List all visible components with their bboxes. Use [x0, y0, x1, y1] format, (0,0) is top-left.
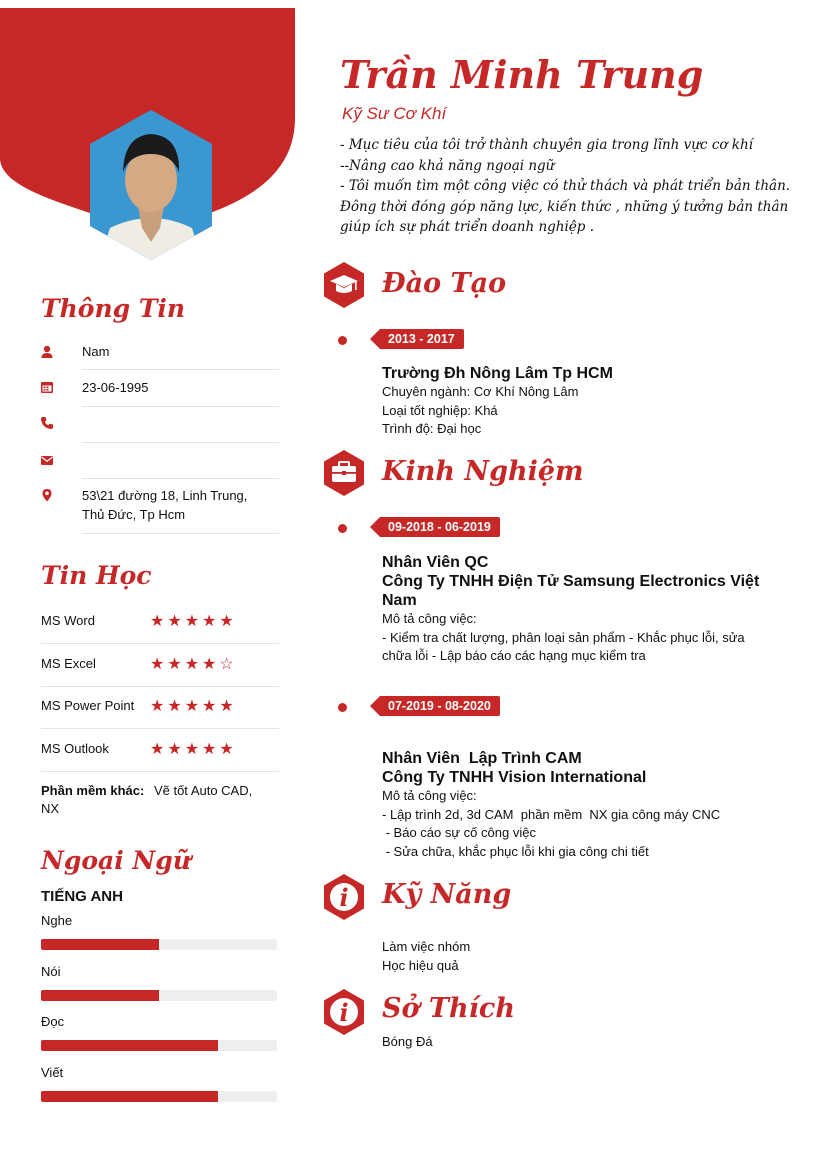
timeline-dot [338, 524, 347, 533]
svg-text:i: i [339, 883, 349, 912]
lang-skill-label: Nói [41, 964, 61, 979]
star-rating-icon: ★★★★★ [150, 698, 237, 715]
lang-level-fill [41, 939, 159, 950]
job-title: Kỹ Sư Cơ Khí [342, 104, 447, 123]
lang-level-bar [41, 939, 277, 950]
school-name: Trường Đh Nông Lâm Tp HCM [382, 365, 613, 382]
job-desc-line: - Sửa chữa, khắc phục lỗi khi gia công chi tiết [382, 843, 649, 859]
lang-level-bar [41, 1040, 277, 1051]
computer-skills-heading: Tin Học [41, 561, 152, 590]
languages-heading: Ngoại Ngữ [41, 846, 191, 875]
info-phone [82, 414, 279, 443]
lang-level-fill [41, 990, 159, 1001]
job-desc-line: - Kiểm tra chất lượng, phân loại sản phẩm - Khắc phục lỗi, sửa [382, 629, 745, 645]
info-heading: Thông Tin [41, 294, 186, 323]
objective-line: Đông thời đóng góp năng lực, kiến thức , những ý tưởng bản thân [340, 198, 789, 215]
skill-row [41, 644, 279, 687]
user-icon [40, 345, 54, 359]
job-desc-line: chữa lỗi - Lập báo cáo các hạng mục kiểm tra [382, 648, 646, 663]
job-entry [382, 553, 782, 666]
language-name: TIẾNG ANH [41, 888, 123, 905]
info-birthday: 23-06-1995 [82, 378, 279, 407]
other-software: Phần mềm khác: Vẽ tốt Auto CAD, NX [41, 783, 253, 816]
timeline-dot [338, 336, 347, 345]
job-desc-line: - Báo cáo sự cố công việc [382, 825, 536, 840]
lang-level-fill [41, 1091, 218, 1102]
star-rating-icon: ★★★★★ [150, 741, 237, 758]
education-grade: Loại tốt nghiệp: Khá [382, 402, 498, 418]
lang-skill-label: Đọc [41, 1014, 65, 1029]
calendar-icon [40, 380, 54, 394]
lang-level-fill [41, 1040, 218, 1051]
job-entry [382, 749, 782, 861]
job-desc-label: Mô tả công việc: [382, 611, 477, 626]
skill-name: MS Outlook [41, 741, 109, 756]
objective-line: - Tôi muốn tìm một công việc có thử thách và phát triển bản thân. [340, 178, 791, 194]
job-position: Nhân Viên Lập Trình CAM [382, 750, 582, 767]
info-gender: Nam [82, 342, 279, 370]
education-level: Trình độ: Đại học [382, 421, 482, 436]
education-details [382, 364, 613, 439]
info-icon [320, 988, 368, 1036]
lang-skill-label: Viết [41, 1065, 64, 1080]
education-major: Chuyên ngành: Cơ Khí Nông Lâm [382, 384, 579, 399]
info-address: 53\21 đường 18, Linh Trung, Thủ Đức, Tp Hcm [82, 486, 279, 534]
skill-item: Học hiệu quả [382, 957, 459, 973]
objective-line: giúp ích sự phát triển doanh nghiệp . [340, 219, 595, 235]
timeline-dot [338, 703, 347, 712]
info-icon [320, 873, 368, 921]
lang-level-bar [41, 1091, 277, 1102]
objective-line: --Nâng cao khả năng ngoại ngữ [340, 157, 555, 174]
skill-row [41, 601, 279, 644]
job-company: Công Ty TNHH Điện Tử Samsung Electronics Việt [382, 573, 760, 590]
lang-level-bar [41, 990, 277, 1001]
phone-icon [40, 416, 54, 430]
skill-name: MS Power Point [41, 698, 135, 713]
hobby-item: Bóng Đá [382, 1034, 433, 1049]
job-date-badge: 07-2019 - 08-2020 [380, 696, 500, 716]
info-email [82, 450, 279, 479]
education-heading: Đào Tạo [382, 268, 507, 299]
education-date-badge: 2013 - 2017 [380, 329, 464, 349]
job-company-cont: Nam [382, 592, 417, 609]
objective-line: - Mục tiêu của tôi trở thành chuyên gia trong lĩnh vực cơ khí [340, 137, 753, 153]
skill-name: MS Word [41, 613, 95, 628]
skill-name: MS Excel [41, 656, 96, 671]
svg-text:i: i [339, 998, 349, 1027]
skills-heading: Kỹ Năng [382, 879, 512, 910]
job-desc-line: - Lập trình 2d, 3d CAM phần mềm NX gia công máy CNC [382, 806, 721, 822]
envelope-icon [40, 453, 54, 467]
lang-skill-label: Nghe [41, 913, 73, 928]
graduation-cap-icon [320, 261, 368, 309]
map-marker-icon [40, 488, 54, 502]
star-rating-icon: ★★★★☆ [150, 656, 237, 673]
profile-photo [90, 110, 212, 260]
briefcase-icon [320, 449, 368, 497]
job-company: Công Ty TNHH Vision International [382, 769, 647, 786]
skill-row [41, 729, 279, 772]
hobbies-heading: Sở Thích [382, 993, 515, 1024]
career-objective [340, 135, 810, 238]
skills-list [382, 938, 470, 975]
job-desc-label: Mô tả công việc: [382, 788, 477, 803]
job-date-badge: 09-2018 - 06-2019 [380, 517, 500, 537]
skill-row [41, 686, 279, 729]
skill-item: Làm việc nhóm [382, 939, 471, 954]
star-rating-icon: ★★★★★ [150, 613, 237, 630]
job-position: Nhân Viên QC [382, 554, 489, 571]
hobbies-list [382, 1033, 433, 1052]
experience-heading: Kinh Nghiệm [382, 456, 584, 487]
candidate-name: Trần Minh Trung [340, 52, 704, 97]
